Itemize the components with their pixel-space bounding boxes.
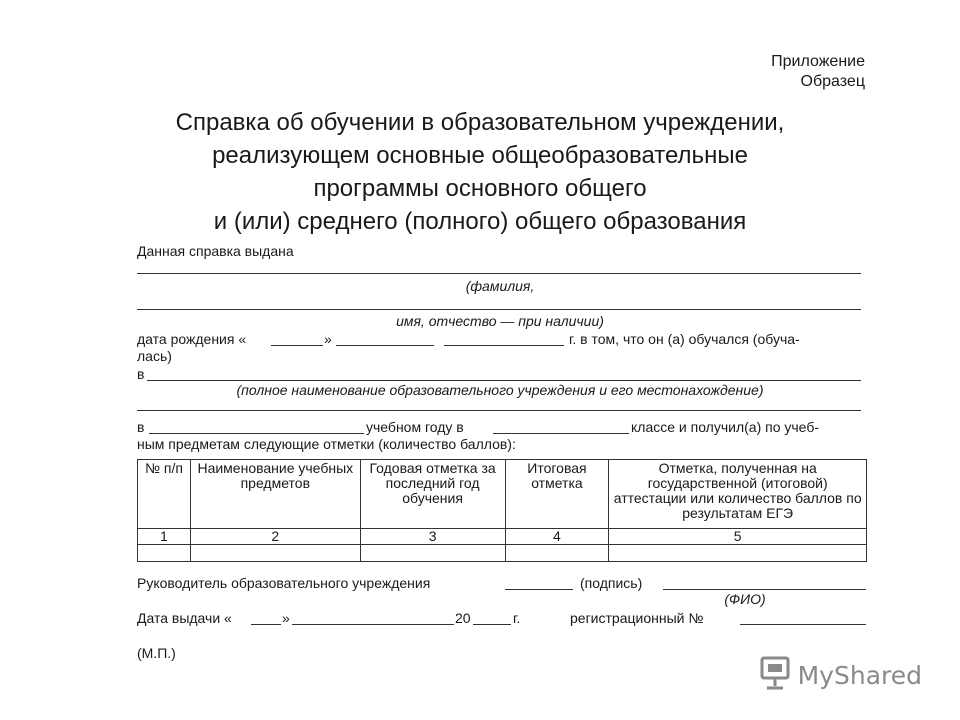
empty-cell: [609, 545, 867, 562]
issue-year-line: [473, 624, 511, 625]
watermark-brand: MyShared: [797, 661, 922, 690]
grades-table-header-row: [138, 460, 867, 529]
birth-year-line: [444, 345, 564, 346]
col-header-number: № п/п: [138, 460, 191, 529]
title-line-2: реализующем основные общеобразовательные: [212, 142, 748, 169]
name-fill-line: [137, 309, 861, 310]
issue-year-suffix: г.: [513, 610, 521, 626]
col-header-state-exam: Отметка, полученная на государственной (итоговой) аттестации или количество баллов по результатам ЕГЭ: [609, 460, 867, 529]
issue-year-prefix: 20: [455, 610, 471, 626]
presentation-board-icon: [758, 656, 792, 695]
stamp-label: (М.П.): [137, 645, 176, 661]
issue-month-line: [292, 624, 454, 625]
grades-table: [137, 459, 867, 562]
birth-date-prefix: дата рождения «: [137, 331, 247, 347]
appendix-label: Приложение: [771, 53, 865, 70]
issue-date-prefix: Дата выдачи «: [137, 610, 232, 626]
birth-month-line: [336, 345, 434, 346]
col-header-final-grade: Итоговая отметка: [505, 460, 609, 529]
col-number-2: 2: [190, 529, 360, 545]
surname-fill-line: [137, 273, 861, 274]
sample-label: Образец: [800, 73, 865, 90]
col-number-3: 3: [360, 529, 505, 545]
grades-intro: ным предметам следующие отметки (количество баллов):: [137, 436, 516, 452]
issued-to-label: Данная справка выдана: [137, 243, 294, 259]
col-header-subject: Наименование учебных предметов: [190, 460, 360, 529]
registration-number-label: регистрационный №: [570, 610, 704, 626]
document-title: [0, 106, 960, 238]
year-in-label: в: [137, 419, 145, 435]
fio-line: [663, 589, 866, 590]
school-fill-line-2: [137, 410, 861, 411]
title-line-1: Справка об обучении в образовательном учреждении,: [175, 109, 785, 136]
signature-line: [505, 589, 573, 590]
name-caption: имя, отчество — при наличии): [396, 313, 604, 329]
school-year-label: учебном году в: [366, 419, 464, 435]
col-header-annual-grade: Годовая отметка за последний год обучения: [360, 460, 505, 529]
birth-day-line: [271, 345, 323, 346]
school-caption: (полное наименование образовательного учреждения и его местонахождение): [236, 382, 764, 398]
school-in-label: в: [137, 366, 145, 382]
birth-date-continuation: лась): [137, 348, 172, 364]
school-year-line: [149, 433, 364, 434]
signature-label: (подпись): [580, 575, 643, 591]
fio-caption: (ФИО): [724, 591, 766, 607]
head-of-institution-label: Руководитель образовательного учреждения: [137, 575, 431, 591]
empty-cell: [138, 545, 191, 562]
birth-date-suffix: г. в том, что он (а) обучался (обуча-: [569, 331, 800, 347]
issue-day-line: [251, 624, 281, 625]
class-line: [493, 433, 629, 434]
title-line-4: и (или) среднего (полного) общего образования: [213, 208, 747, 235]
col-number-4: 4: [505, 529, 609, 545]
watermark: [758, 656, 922, 695]
issue-date-quote: »: [282, 610, 290, 626]
empty-cell: [505, 545, 609, 562]
surname-caption: (фамилия,: [465, 278, 535, 294]
col-number-5: 5: [609, 529, 867, 545]
class-label: классе и получил(а) по учеб-: [631, 419, 819, 435]
empty-cell: [190, 545, 360, 562]
table-row: [138, 545, 867, 562]
empty-cell: [360, 545, 505, 562]
birth-date-quote: »: [324, 331, 332, 347]
title-line-3: программы основного общего: [313, 175, 647, 202]
school-fill-line: [147, 380, 861, 381]
registration-number-line: [740, 624, 866, 625]
grades-table-number-row: [138, 529, 867, 545]
col-number-1: 1: [138, 529, 191, 545]
